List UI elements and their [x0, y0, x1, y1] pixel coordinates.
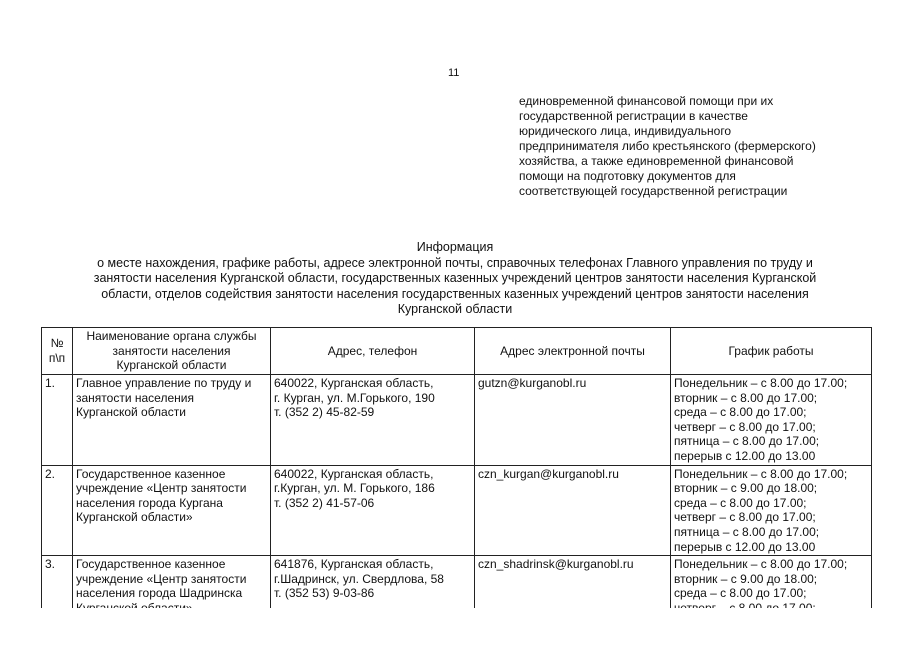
row-num: 1.: [42, 375, 73, 466]
info-subheading-line: о месте нахождения, графике работы, адресе электронной почты, справочных телефонах Главного управления по труду и: [97, 255, 813, 270]
row-num: 3.: [42, 556, 73, 618]
annex-caption-line: государственной регистрации в качестве: [519, 109, 748, 123]
annex-caption-line: юридического лица, индивидуального: [519, 124, 732, 138]
row-email: czn_kurgan@kurganobl.ru: [475, 465, 671, 556]
row-address: 640022, Курганская область, г.Курган, ул. М. Горького, 186 т. (352 2) 41-57-06: [271, 465, 475, 556]
info-heading: Информация: [416, 240, 494, 254]
table-row: [42, 375, 872, 466]
table-row: [42, 465, 872, 556]
info-subheading-line: Курганской области: [397, 302, 513, 316]
page-number: 11: [448, 67, 460, 79]
row-name: Государственное казенное учреждение «Центр занятости населения города Шадринска: [73, 556, 271, 618]
header-email: Адрес электронной почты: [475, 328, 671, 375]
annex-caption-line: предпринимателя либо крестьянского (фермерского): [519, 139, 816, 153]
row-num: 2.: [42, 465, 73, 556]
annex-caption-line: соответствующей государственной регистрации: [519, 184, 788, 198]
employment-services-table: [41, 327, 872, 618]
info-subheading-line: занятости населения Курганской области, государственных казенных учреждений центров занятости населения Курганской: [93, 271, 817, 285]
header-num: № п\п: [42, 328, 73, 375]
annex-caption: [519, 94, 879, 199]
page-bottom-mask: [0, 608, 905, 648]
info-subheading-line: области, отделов содействия занятости населения государственных казенных учреждений центров занятости населения: [101, 286, 809, 301]
row-schedule: Понедельник – с 8.00 до 17.00; вторник – с 9.00 до 18.00; среда – с 8.00 до 17.00; четверг – с 8.00 до 17.00; пятница – с 8.00 до 17.00; перерыв с 12.00 до 13.00: [671, 465, 872, 556]
annex-caption-line: единовременной финансовой помощи при их: [519, 94, 774, 108]
row-email: gutzn@kurganobl.ru: [475, 375, 671, 466]
annex-caption-line: помощи на подготовку документов для: [519, 169, 736, 183]
header-address: Адрес, телефон: [271, 328, 475, 375]
row-email: czn_shadrinsk@kurganobl.ru: [475, 556, 671, 618]
row-schedule: Понедельник – с 8.00 до 17.00; вторник – с 8.00 до 17.00; среда – с 8.00 до 17.00; четверг – с 8.00 до 17.00; пятница – с 8.00 до 17.00; перерыв с 12.00 до 13.00: [671, 375, 872, 466]
row-schedule: Понедельник – с 8.00 до 17.00; вторник – с 9.00 до 18.00; среда – с 8.00 до 17.00;: [671, 556, 872, 618]
info-title-block: [60, 240, 850, 318]
row-name: Главное управление по труду и занятости населения Курганской области: [73, 375, 271, 466]
row-name: Государственное казенное учреждение «Центр занятости населения города Кургана Курганской области»: [73, 465, 271, 556]
header-name: Наименование органа службы занятости населения Курганской области: [73, 328, 271, 375]
row-address: 640022, Курганская область, г. Курган, ул. М.Горького, 190 т. (352 2) 45-82-59: [271, 375, 475, 466]
table-header-row: [42, 328, 872, 375]
row-address: 641876, Курганская область, г.Шадринск, ул. Свердлова, 58 т. (352 53) 9-03-86: [271, 556, 475, 618]
annex-caption-line: хозяйства, а также единовременной финансовой: [519, 154, 794, 168]
header-schedule: График работы: [671, 328, 872, 375]
